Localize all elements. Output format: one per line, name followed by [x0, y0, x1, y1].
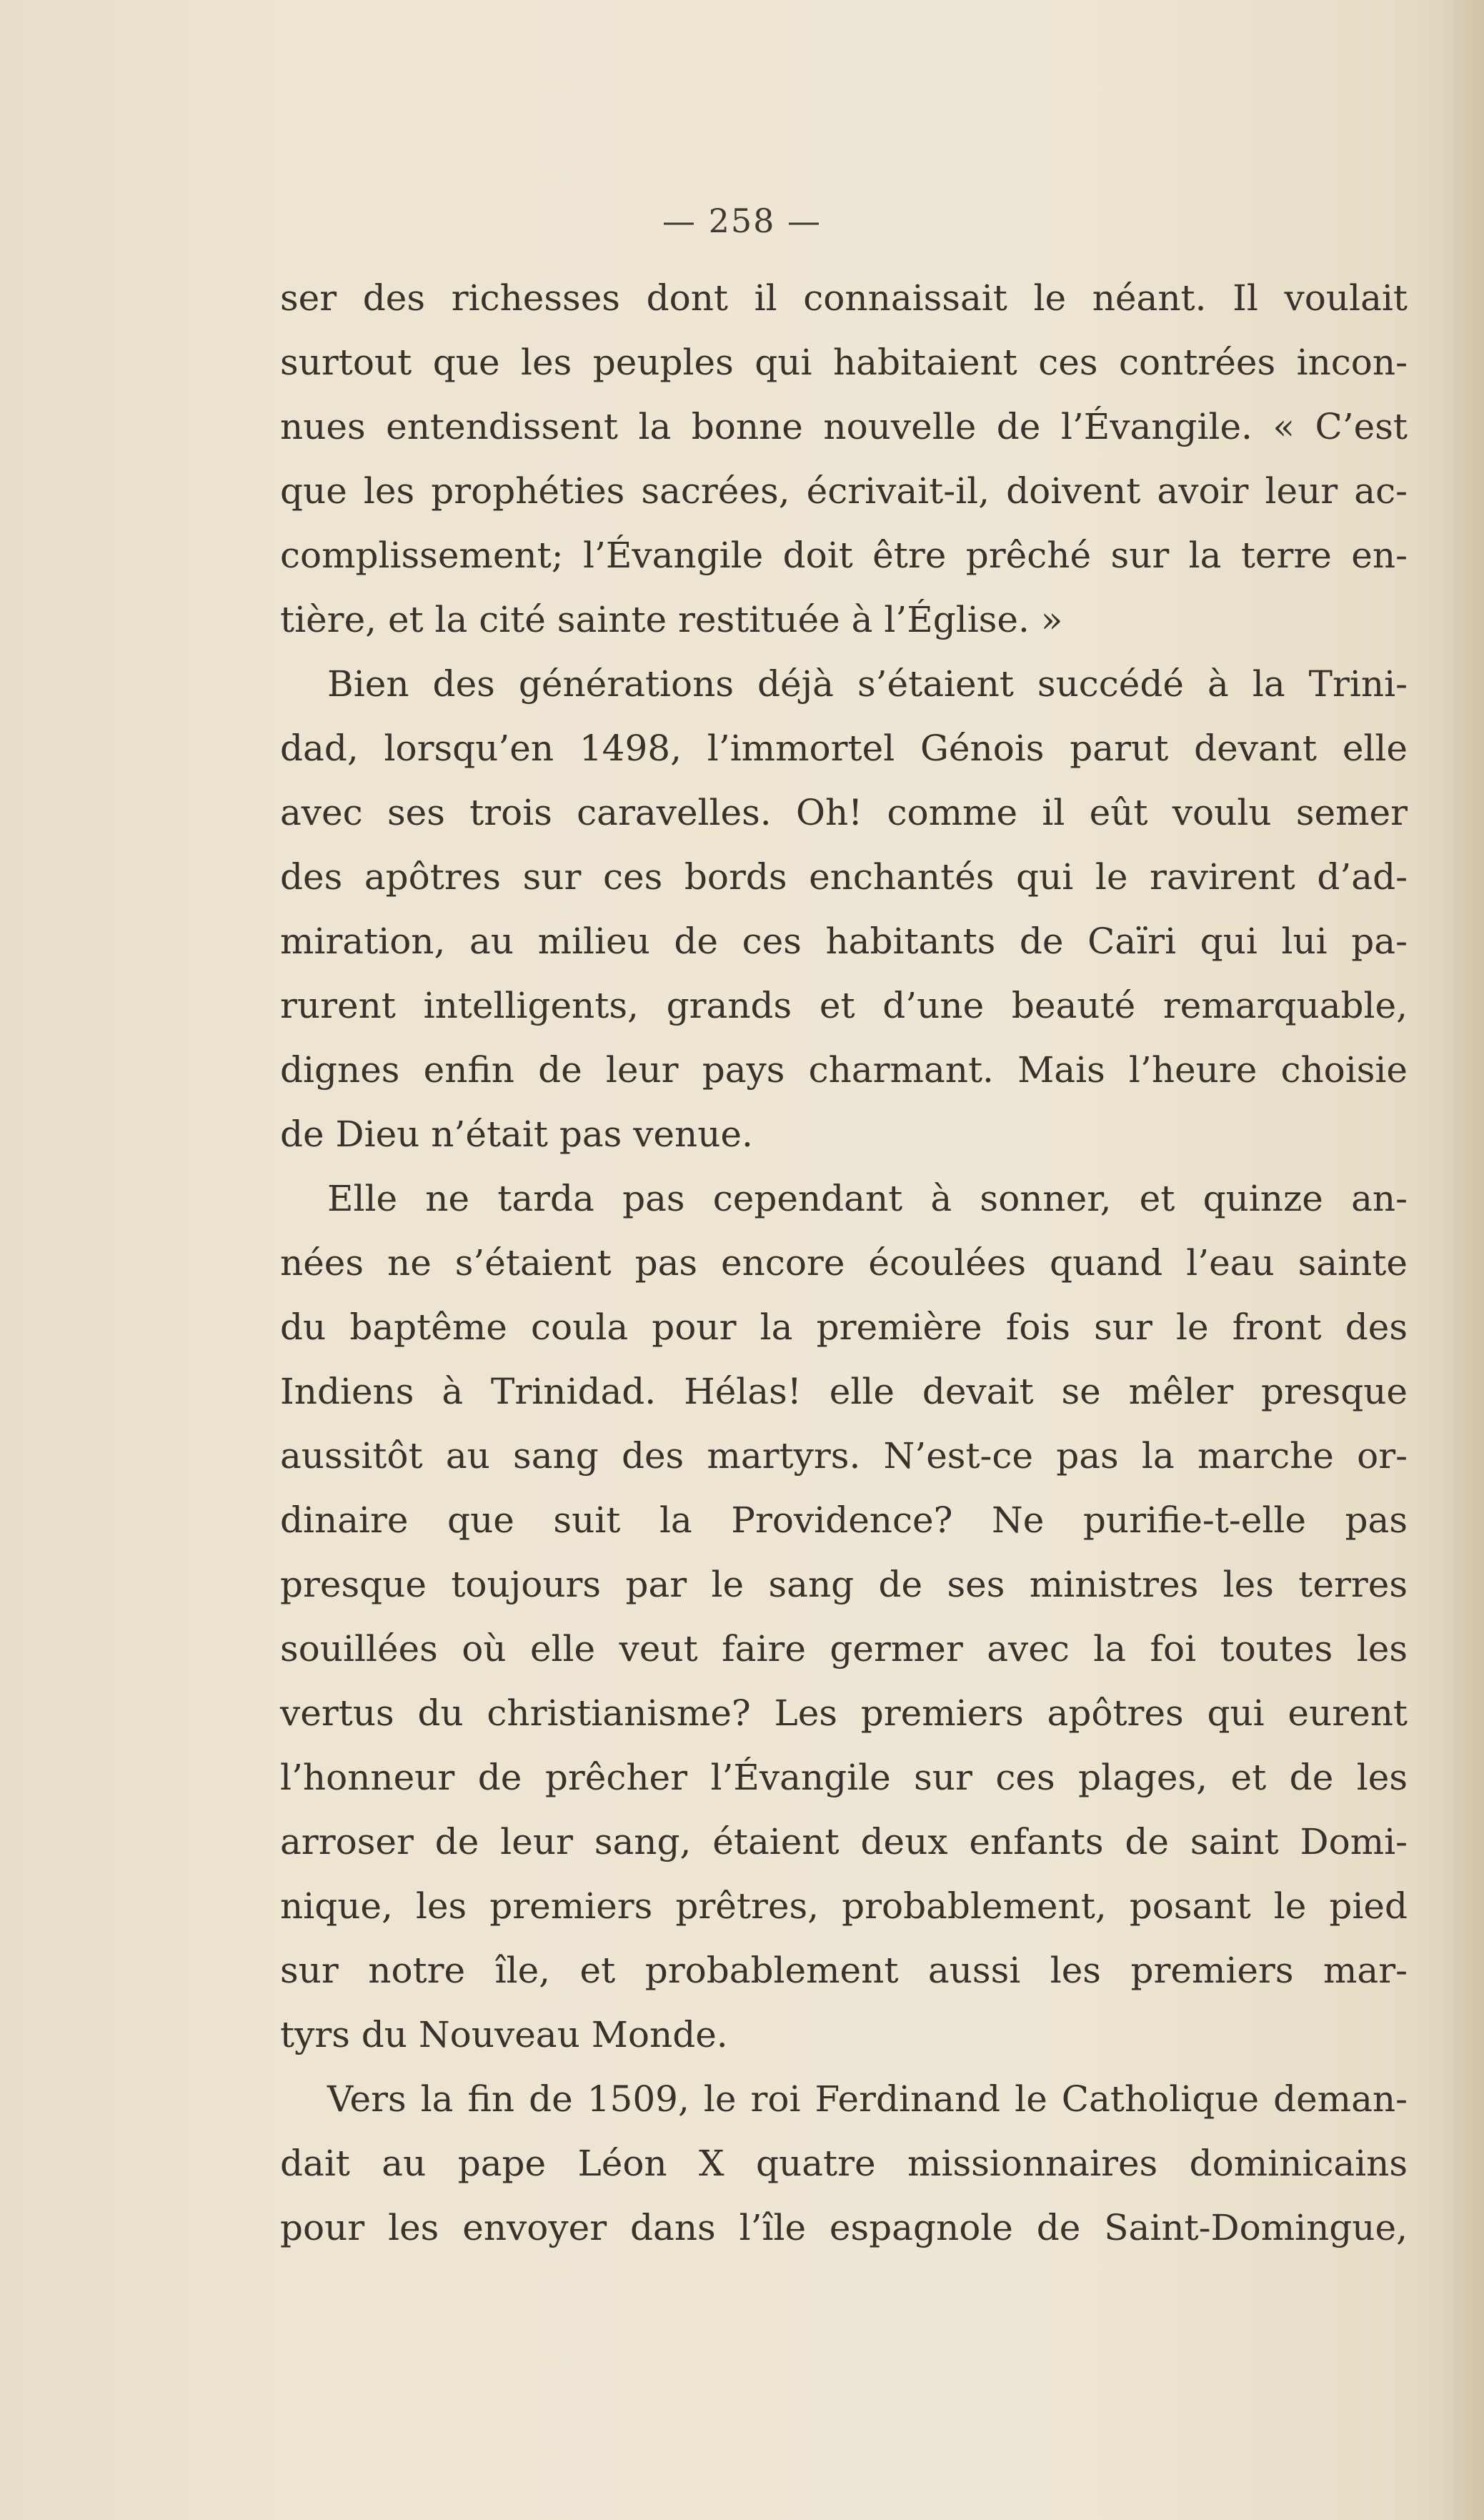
text-line: dignes enfin de leur pays charmant. Mais l’heure choisie — [280, 1049, 1408, 1091]
page-number: — 258 — — [662, 202, 822, 240]
text-line: complissement; l’Évangile doit être prêché sur la terre en- — [280, 535, 1408, 576]
text-line: miration, au milieu de ces habitants de Caïri qui lui pa- — [280, 921, 1408, 962]
body-text — [280, 266, 1408, 2260]
text-line: dait au pape Léon X quatre missionnaires dominicains — [280, 2143, 1408, 2184]
text-line: de Dieu n’était pas venue. — [280, 1113, 753, 1155]
text-line: arroser de leur sang, étaient deux enfants de saint Domi- — [280, 1821, 1408, 1862]
paragraph-1 — [280, 266, 1408, 652]
text-line: nues entendissent la bonne nouvelle de l’Évangile. « C’est — [280, 406, 1408, 447]
text-line: vertus du christianisme? Les premiers apôtres qui eurent — [280, 1692, 1408, 1734]
text-line: avec ses trois caravelles. Oh! comme il eût voulu semer — [280, 792, 1408, 833]
text-line: Elle ne tarda pas cependant à sonner, et quinze an- — [327, 1178, 1408, 1219]
text-line: Bien des générations déjà s’étaient succédé à la Trini- — [327, 663, 1408, 705]
text-line: nées ne s’étaient pas encore écoulées quand l’eau sainte — [280, 1242, 1408, 1284]
text-line: pour les envoyer dans l’île espagnole de Saint-Domingue, — [280, 2207, 1408, 2248]
paragraph-3 — [280, 1166, 1408, 2067]
paragraph-4 — [280, 2067, 1408, 2260]
text-line: Vers la fin de 1509, le roi Ferdinand le Catholique deman- — [327, 2078, 1408, 2120]
text-line: l’honneur de prêcher l’Évangile sur ces plages, et de les — [280, 1757, 1408, 1798]
text-line: tière, et la cité sainte restituée à l’Église. » — [280, 599, 1063, 640]
page-edge-shadow — [1441, 0, 1484, 2520]
text-line: du baptême coula pour la première fois sur le front des — [280, 1306, 1408, 1348]
text-line: sur notre île, et probablement aussi les premiers mar- — [280, 1950, 1408, 1991]
text-line: presque toujours par le sang de ses ministres les terres — [280, 1564, 1408, 1605]
text-line: surtout que les peuples qui habitaient ces contrées incon- — [280, 342, 1408, 383]
text-line: dinaire que suit la Providence? Ne purifie-t-elle pas — [280, 1499, 1408, 1541]
text-line: nique, les premiers prêtres, probablement, posant le pied — [280, 1885, 1408, 1927]
text-line: Indiens à Trinidad. Hélas! elle devait se mêler presque — [280, 1371, 1408, 1412]
text-line: tyrs du Nouveau Monde. — [280, 2014, 728, 2055]
text-line: que les prophéties sacrées, écrivait-il, doivent avoir leur ac- — [280, 470, 1408, 512]
text-line: dad, lorsqu’en 1498, l’immortel Génois parut devant elle — [280, 728, 1408, 769]
text-line: ser des richesses dont il connaissait le néant. Il voulait — [280, 277, 1408, 319]
text-line: rurent intelligents, grands et d’une beauté remarquable, — [280, 985, 1408, 1026]
text-line: souillées où elle veut faire germer avec la foi toutes les — [280, 1628, 1408, 1670]
text-line: des apôtres sur ces bords enchantés qui le ravirent d’ad- — [280, 856, 1408, 898]
text-line: aussitôt au sang des martyrs. N’est-ce pas la marche or- — [280, 1435, 1408, 1477]
paragraph-2 — [280, 652, 1408, 1166]
